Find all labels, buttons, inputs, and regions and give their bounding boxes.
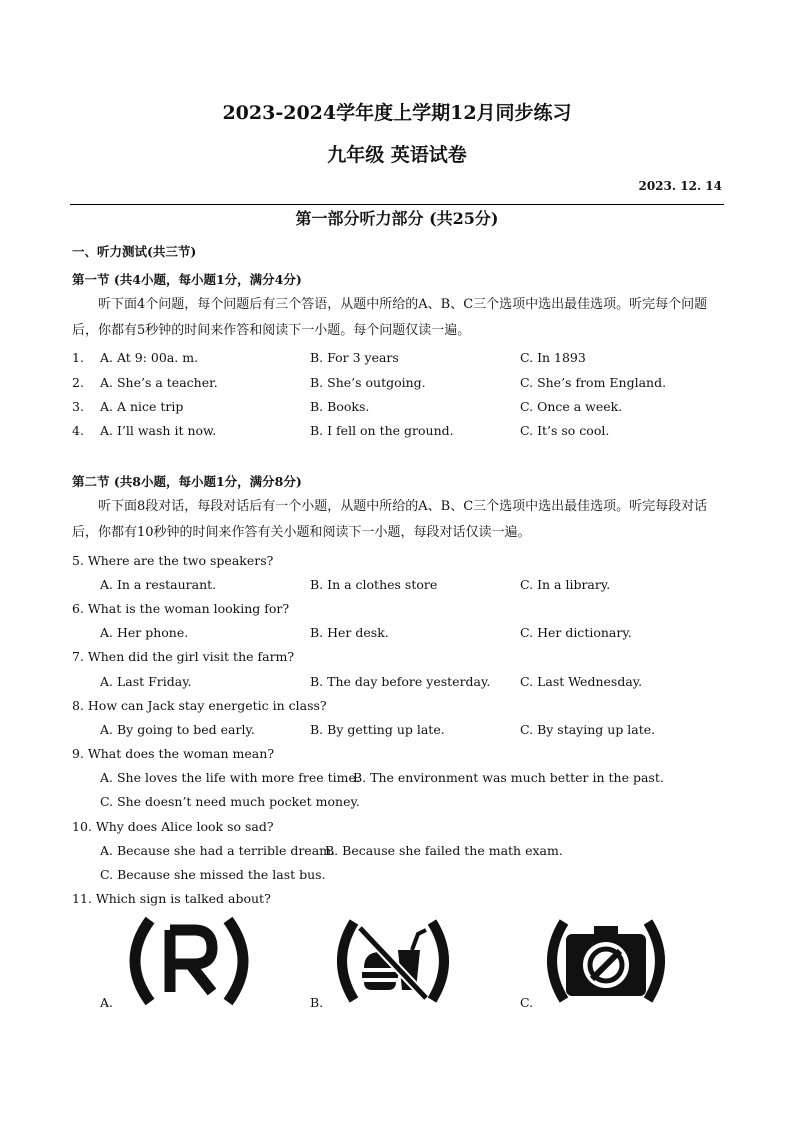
option-c: C. She doesn’t need much pocket money.: [100, 794, 360, 809]
section1-instructions: 听下面4个问题，每个问题后有三个答语，从题中所给的A、B、C三个选项中选出最佳选项。听完每个问题后，你都有5秒钟的时间来作答和阅读下一小题。每个问题仅读一遍。: [72, 297, 708, 338]
question-8: 8. How can Jack stay energetic in class?: [72, 698, 327, 713]
question-6: 6. What is the woman looking for?: [72, 601, 290, 616]
option-a: A. In a restaurant.: [100, 577, 217, 592]
item-number: 3.: [72, 399, 84, 414]
option-c: C. By staying up late.: [520, 722, 656, 737]
option-c: C. She’s from England.: [520, 375, 667, 390]
question-9: 9. What does the woman mean?: [72, 746, 275, 761]
section-main-heading: 一、听力测试(共三节): [72, 244, 197, 259]
option-a: A. She’s a teacher.: [100, 375, 218, 390]
option-a-label: A.: [100, 995, 114, 1010]
no-camera-sign-icon: [540, 916, 672, 1006]
option-b: B. The day before yesterday.: [310, 674, 491, 689]
question-10: 10. Why does Alice look so sad?: [72, 819, 274, 834]
question-5: 5. Where are the two speakers?: [72, 553, 274, 568]
option-b: B. By getting up late.: [310, 722, 445, 737]
item-number: 4.: [72, 423, 84, 438]
option-a: A. Her phone.: [100, 625, 189, 640]
no-food-drink-sign-icon: [330, 916, 456, 1006]
option-a: A. At 9: 00a. m.: [100, 350, 199, 365]
option-b: B. Because she failed the math exam.: [325, 843, 563, 858]
option-a: A. By going to bed early.: [100, 722, 255, 737]
question-7: 7. When did the girl visit the farm?: [72, 649, 295, 664]
option-b: B. I fell on the ground.: [310, 423, 454, 438]
option-c: C. In 1893: [520, 350, 586, 365]
option-c: C. Once a week.: [520, 399, 623, 414]
option-b: B. Books.: [310, 399, 370, 414]
header-divider: [70, 204, 724, 205]
option-c: C. In a library.: [520, 577, 611, 592]
option-a: A. A nice trip: [100, 399, 184, 414]
exam-subtitle: 九年级 英语试卷: [327, 144, 467, 166]
option-c: C. Her dictionary.: [520, 625, 632, 640]
item-number: 1.: [72, 350, 84, 365]
option-b: B. For 3 years: [310, 350, 399, 365]
question-11: 11. Which sign is talked about?: [72, 891, 271, 906]
option-c: C. Last Wednesday.: [520, 674, 643, 689]
option-c-label: C.: [520, 995, 534, 1010]
part1-title: 第一部分听力部分 (共25分): [295, 209, 499, 228]
section2-heading: 第二节 (共8小题，每小题1分，满分8分): [72, 474, 302, 489]
exam-date: 2023. 12. 14: [638, 179, 722, 193]
option-b: B. Her desk.: [310, 625, 389, 640]
option-c: C. Because she missed the last bus.: [100, 867, 326, 882]
option-a: A. Last Friday.: [100, 674, 192, 689]
section2-instructions: 听下面8段对话，每段对话后有一个小题，从题中所给的A、B、C三个选项中选出最佳选项。听完每段对话后，你都有10秒钟的时间来作答有关小题和阅读下一小题，每段对话仅读一遍。: [72, 499, 708, 540]
exam-title: 2023-2024学年度上学期12月同步练习: [222, 102, 572, 124]
option-b: B. In a clothes store: [310, 577, 438, 592]
section1-heading: 第一节 (共4小题，每小题1分，满分4分): [72, 272, 302, 287]
option-b: B. She’s outgoing.: [310, 375, 426, 390]
option-b: B. The environment was much better in the past.: [353, 770, 664, 785]
option-a: A. I’ll wash it now.: [100, 423, 217, 438]
option-a: A. She loves the life with more free time.: [100, 770, 360, 785]
option-c: C. It’s so cool.: [520, 423, 610, 438]
item-number: 2.: [72, 375, 84, 390]
option-a: A. Because she had a terrible dream.: [100, 843, 335, 858]
option-b-label: B.: [310, 995, 324, 1010]
no-parking-sign-icon: [120, 916, 258, 1006]
